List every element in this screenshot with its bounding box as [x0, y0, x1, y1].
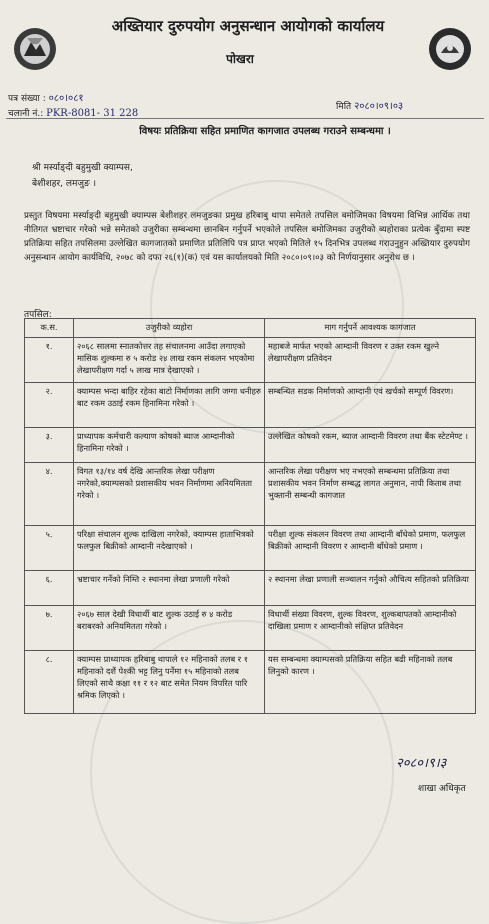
row-serial: १.	[25, 338, 74, 383]
table-row	[25, 651, 476, 714]
table-header-row	[25, 319, 476, 338]
header-divider	[6, 118, 484, 119]
row-serial: ८.	[25, 651, 74, 714]
row-complaint: २०६७ साल देखी विधार्थी बाट शुल्क उठाई रु ४ करोड बराबरको अनियमितता गरेको ।	[74, 606, 265, 651]
row-documents: आन्तरिक लेखा परीक्षण भए नभएको सम्बन्धमा प्रतिक्रिया तथा प्रशासकीय भवन निर्माण सम्बद्ध लागत अनुमान, नापी किताब तथा भुक्तानी सम्बन्धी कागजात	[265, 463, 476, 526]
row-serial: ६.	[25, 571, 74, 606]
row-complaint: विगत १३/१४ वर्ष देखि आन्तरिक लेखा परीक्षण नगरेको,क्याम्पसको प्रशासकीय भवन निर्माणमा अनियमितता गरेको ।	[74, 463, 265, 526]
row-documents: २ स्थानमा लेखा प्रणाली सञ्चालन गर्नुको औचित्य सहितको प्रतिक्रिया	[265, 571, 476, 606]
table-row	[25, 428, 476, 463]
row-documents: परीक्षा शुल्क संकलन विवरण तथा आम्दानी बाँधेको प्रमाण, फलफुल बिक्रीको आम्दानी विवरण र आम्दानी बाँधेको प्रमाण ।	[265, 526, 476, 571]
table-row	[25, 463, 476, 526]
row-documents: यस सम्बन्धमा क्याम्पसको प्रतिक्रिया सहित बढी महिनाको तलब लिनुको कारण ।	[265, 651, 476, 714]
body-paragraph: प्रस्तुत विषयमा मर्स्याङ्दी बहुमुखी क्याम्पस बेशीशहर लमजुङका प्रमुख हरिबाबु थापा समेतले तपसिल बमोजिमका विषयमा विभिन्न आर्थिक तथा नीतिगत भ्रष्टाचार गरेको भन्ने समेतको उजुरीका सम्बन्धमा छानबिन गर्नुपर्ने भएकोले तपसिल बमोजिमका उजुरीको ब्यहोराका प्रत्येक बुँदामा स्पष्ट प्रतिक्रिया सहित तपसिलमा उल्लेखित कागजातको प्रमाणित प्रतिलिपि पत्र प्राप्त भएको मितिले १५ दिनभित्र उपलब्ध गराउनुहुन अख्तियार दुरुपयोग अनुसन्धान आयोग कार्यविधि, २०७८ को दफा २६(१)(क) एवं यस कार्यालयको मिति २०८०।०९।०३ को निर्णयानुसार अनुरोध छ ।	[24, 211, 470, 263]
header-complaint: उजुरीको व्यहोरा	[74, 319, 265, 338]
header-serial: क.स.	[25, 319, 74, 338]
commission-logo-icon	[427, 26, 473, 72]
row-documents: विधार्थी संख्या विवरण, शुल्क विवरण, शुल्कबापतको आम्दानीको दाखिला प्रमाण र आम्दानीको संक्षिप्त प्रतिवेदन	[265, 606, 476, 651]
row-documents: सम्बन्धित सडक निर्माणको आम्दानी एवं खर्चको सम्पूर्ण विवरण।	[265, 383, 476, 428]
row-complaint: भ्रष्टाचार गर्नेको निम्ति २ स्थानमा लेखा प्रणाली गरेको	[74, 571, 265, 606]
row-documents: उल्लेखित कोषको रकम, ब्याज आम्दानी विवरण तथा बैंक स्टेटमेण्ट ।	[265, 428, 476, 463]
patra-sankhya: पत्र संख्या : ०८०।०८१	[8, 93, 84, 104]
addressee-line-2: बेशीशहर, लमजुङ ।	[32, 179, 97, 189]
table-row	[25, 383, 476, 428]
row-documents: महाबजे मार्फत भएको आम्दानी विवरण र उक्त रकम खुल्ने लेखापरीक्षण प्रतिवेदन	[265, 338, 476, 383]
row-complaint: क्याम्पस प्राध्यापक हरिबाबु थापाले १२ महिनाको तलब र १ महिनाको दशैं पेश्की भट्ट लिनु पर्नेमा १५ महिनाको तलब लिएको साथै कक्षा ११ र १२ बाट समेत नियम विपरित पारि श्रमिक लिएको ।	[74, 651, 265, 714]
row-serial: २.	[25, 383, 74, 428]
row-complaint: परिक्षा संचालन शुल्क दाखिला नगरेको, क्याम्पस हाताभित्रको फलफुल बिक्रीको आम्दानी नदेखाएको ।	[74, 526, 265, 571]
letter-date: मिति २०८०।०९।०३	[336, 101, 404, 112]
row-serial: ४.	[25, 463, 74, 526]
subject-line: विषयः प्रतिक्रिया सहित प्रमाणित कागजात उपलब्ध गराउने सम्बन्धमा ।	[139, 126, 391, 137]
addressee-line-1: श्री मर्स्याङ्दी बहुमुखी क्याम्पस,	[32, 163, 133, 173]
row-serial: ५.	[25, 526, 74, 571]
chalani-number: चलानी नं.: PKR-8081- 31 228	[8, 108, 139, 119]
row-complaint: प्राध्यापक कर्मचारी कल्याण कोषको ब्याज आम्दानीको हिनामिना गरेको ।	[74, 428, 265, 463]
office-location: पोखरा	[226, 52, 254, 66]
row-complaint: क्याम्पस भन्दा बाहिर रहेका बाटो निर्माणका लागि जग्गा धनीहरु बाट रकम उठाई रकम हिनामिना गरेको ।	[74, 383, 265, 428]
signatory-title: शाखा अधिकृत	[418, 784, 466, 794]
header-documents: माग गर्नुपर्ने आवश्यक कागजात	[265, 319, 476, 338]
table-caption: तपसिल:	[24, 310, 52, 320]
table-row	[25, 338, 476, 383]
row-complaint: २०६८ सालमा स्नातकोत्तर तह संचालनमा आउँदा लगाएको मासिक शुल्कमा रु ५ करोड २४ लाख रकम संकलन भएकोमा लेखापरीक्षण गर्दा ५ लाख मात्र देखाएको ।	[74, 338, 265, 383]
table-row	[25, 571, 476, 606]
table-row	[25, 526, 476, 571]
details-table	[24, 318, 476, 714]
row-serial: ७.	[25, 606, 74, 651]
row-serial: ३.	[25, 428, 74, 463]
handwritten-signature: २०८०।९।३	[396, 756, 447, 771]
office-title: अख्तियार दुरुपयोग अनुसन्धान आयोगको कार्यालय	[111, 17, 385, 35]
nepal-emblem-icon	[12, 26, 58, 72]
table-row	[25, 606, 476, 651]
